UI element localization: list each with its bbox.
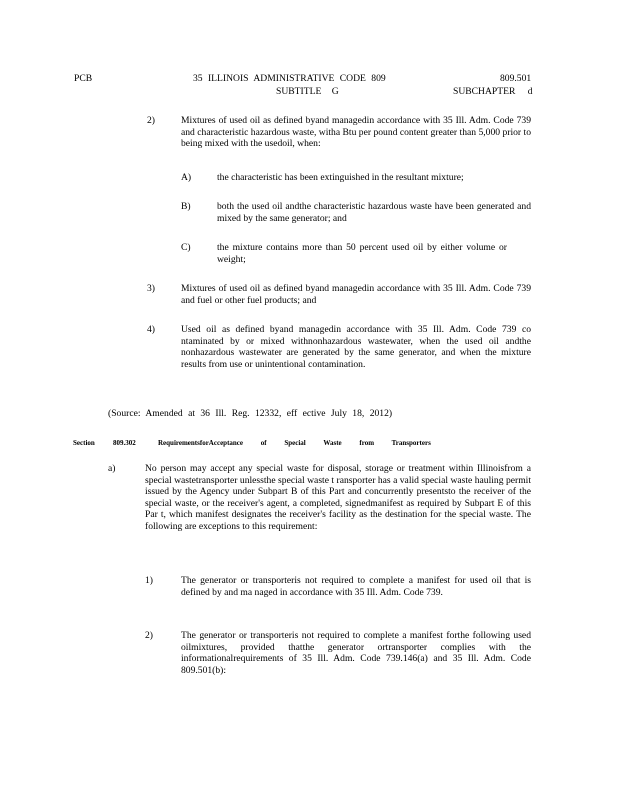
section-heading-label: Section xyxy=(73,439,95,447)
exception-2-text: The generator or transporteris not required to complete a manifest forthe following used oilmixtures, provided thatthe generator ortransporter complies with the informationalrequirements of 35 Ill. Adm. Code 739.146(a) and 35 Ill. Adm. Code 809.501(b): xyxy=(181,630,531,676)
item-2a-text: the characteristic has been extinguished in the resultant mixture; xyxy=(217,172,464,183)
section-heading-number: 809.302 xyxy=(113,439,136,447)
item-4-text: Used oil as defined byand managedin accordance with 35 Ill. Adm. Code 739 co ntaminated by or mixed withnonhazardous wastewater, when the used oil andthe nonhazardous wastewater are generated by the same generator, and when the mixture results from use or unintentional contamination. xyxy=(181,324,531,370)
header-right: 809.501 xyxy=(500,73,532,84)
item-4-number: 4) xyxy=(147,324,155,335)
header-center-line1: 35 ILLINOIS ADMINISTRATIVE CODE 809 xyxy=(193,73,386,84)
header-left: PCB xyxy=(74,73,93,84)
item-2a-letter: A) xyxy=(181,172,192,183)
item-2b-text: both the used oil andthe characteristic hazardous waste have been generated and mixed by the same generator; and xyxy=(217,201,531,224)
header-subtitle: SUBTITLE G xyxy=(276,86,339,97)
source-note: (Source: Amended at 36 Ill. Reg. 12332, eff ective July 18, 2012) xyxy=(108,408,393,419)
item-2c-letter: C) xyxy=(181,242,191,253)
item-3-number: 3) xyxy=(147,283,155,294)
item-2b-letter: B) xyxy=(181,201,191,212)
exception-2-number: 2) xyxy=(145,630,153,641)
item-2c-text: the mixture contains more than 50 percent used oil by either volume or weight; xyxy=(217,242,507,265)
header-subchapter: SUBCHAPTER d xyxy=(453,86,533,97)
exception-1-text: The generator or transporteris not required to complete a manifest for used oil that is defined by and ma naged in accordance with 35 Ill. Adm. Code 739. xyxy=(181,575,531,598)
item-2-number: 2) xyxy=(147,115,155,126)
exception-1-number: 1) xyxy=(145,575,153,586)
item-3-text: Mixtures of used oil as defined byand managedin accordance with 35 Ill. Adm. Code 739 and fuel or other fuel products; and xyxy=(181,283,531,306)
para-a-text: No person may accept any special waste for disposal, storage or treatment within Illinoisfrom a special wastetransporter unlessthe special waste t ransporter has a valid special waste hauling permit issued by the Agency under Subpart B of this Part and concurrently presentsto the receiver of the special waste, or the receiver's agent, a completed, signedmanifest as required by Subpart E of this Par t, which manifest designates the receiver's facility as the destination for the special waste. The following are exceptions to this requirement: xyxy=(145,463,531,532)
section-heading-title: RequirementsforAcceptance of Special Waste from Transporters xyxy=(158,439,431,447)
item-2-text: Mixtures of used oil as defined byand managedin accordance with 35 Ill. Adm. Code 739 and characteristic hazardous waste, witha Btu per pound content greater than 5,000 prior to being mixed with the usedoil, when: xyxy=(181,115,531,150)
para-a-letter: a) xyxy=(108,463,116,474)
